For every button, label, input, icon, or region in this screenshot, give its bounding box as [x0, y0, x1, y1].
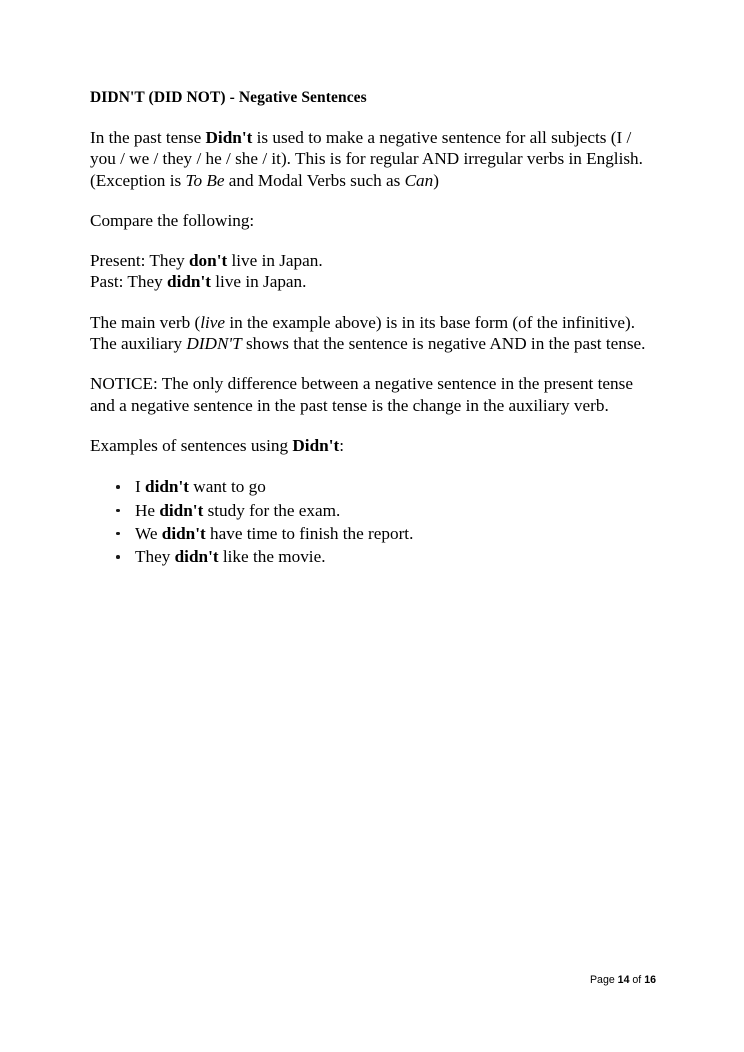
paragraph-examples-intro — [90, 435, 656, 456]
past-bold-didnt: didn't — [167, 272, 211, 292]
paragraph-compare-label: Compare the following: — [90, 210, 255, 230]
examples-intro-text-2: : — [339, 435, 344, 455]
present-tense-example — [90, 250, 656, 271]
list-item — [90, 522, 656, 545]
list-item — [90, 545, 656, 568]
paragraph-notice: NOTICE: The only difference between a negative sentence in the present tense and a negative sentence in the past tense is the change in the auxiliary verb. — [90, 374, 633, 415]
bullet-dot-icon — [116, 555, 120, 559]
footer-current-page: 14 — [617, 974, 630, 986]
page-title: DIDN'T (DID NOT) - Negative Sentences — [90, 89, 367, 106]
footer-page-word: Page — [589, 974, 618, 986]
list-item-before: We — [135, 523, 162, 543]
past-tense-example — [90, 271, 656, 292]
main-verb-text-3: shows that the sentence is negative AND in the past tense. — [241, 334, 646, 354]
list-item-after: want to go — [188, 477, 266, 497]
bullet-dot-icon — [116, 509, 120, 513]
main-verb-italic-live: live — [200, 312, 226, 332]
intro-italic-can: Can — [404, 170, 434, 190]
paragraph-intro — [90, 127, 656, 191]
list-item-bold: didn't — [145, 477, 189, 497]
present-label: Present: They — [90, 251, 189, 271]
list-item-after: like the movie. — [218, 547, 326, 567]
list-item-before: I — [135, 477, 146, 497]
examples-intro-bold-didnt: Didn't — [292, 435, 340, 455]
list-item — [90, 499, 656, 522]
present-rest: live in Japan. — [227, 251, 323, 271]
main-verb-italic-didnt: DIDN'T — [186, 334, 242, 354]
intro-text-1: In the past tense — [90, 128, 206, 147]
list-item-before: They — [135, 547, 175, 567]
list-item-bold: didn't — [161, 523, 206, 543]
footer-of-word: of — [629, 974, 645, 986]
list-item-bold: didn't — [159, 500, 204, 520]
past-rest: live in Japan. — [210, 272, 307, 292]
page-footer — [0, 973, 744, 987]
intro-text-3: and Modal Verbs such as — [224, 170, 405, 190]
main-verb-text-2: in the example above) is in its base form (of the infinitive). The auxiliary — [90, 312, 636, 354]
list-item-after: study for the exam. — [203, 500, 341, 520]
tense-comparison-block — [90, 250, 656, 293]
intro-text-4: ) — [433, 170, 439, 190]
intro-bold-didnt: Didn't — [205, 128, 253, 147]
main-verb-text-1: The main verb ( — [90, 312, 201, 332]
paragraph-main-verb — [90, 312, 656, 355]
bullet-dot-icon — [116, 485, 120, 489]
example-sentences-list — [90, 475, 656, 568]
bullet-dot-icon — [116, 532, 120, 536]
list-item-before: He — [135, 500, 160, 520]
list-item-bold: didn't — [174, 547, 219, 567]
present-bold-dont: don't — [188, 251, 228, 271]
list-item — [90, 475, 656, 498]
intro-italic-to-be: To Be — [185, 170, 225, 190]
document-content — [90, 88, 656, 568]
past-label: Past: They — [90, 272, 168, 292]
intro-text-2: is used to make a negative sentence for all subjects (I / you / we / they / he / she / it). This is for regular AND irregular verbs in English. (Exception is — [90, 128, 643, 190]
list-item-after: have time to finish the report. — [205, 523, 414, 543]
footer-total-pages: 16 — [644, 974, 656, 986]
examples-intro-text-1: Examples of sentences using — [90, 435, 293, 455]
